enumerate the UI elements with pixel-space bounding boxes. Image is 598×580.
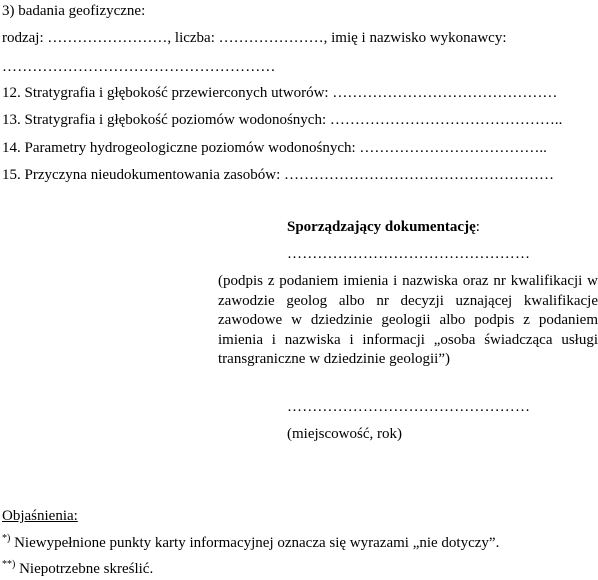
footnote-2-mark: **) [2, 559, 16, 570]
item-12-stratigraphy-drilled: 12. Stratygrafia i głębokość przewierconych utworów: ……………………………………… [2, 85, 558, 101]
footnote-1-mark: *) [2, 533, 11, 544]
footnote-1 [2, 534, 499, 552]
footnote-2 [2, 560, 153, 578]
item-13-stratigraphy-aquifers: 13. Stratygrafia i głębokość poziomów wodonośnych: ……………………………………….. [2, 112, 563, 128]
item-15-undocumented-resources-reason: 15. Przyczyna nieudokumentowania zasobów: ……………………………………………… [2, 167, 555, 183]
signature-heading [287, 218, 480, 236]
place-dots: ………………………………………… [287, 399, 531, 415]
signature-heading-colon: : [475, 219, 480, 235]
footnote-1-text: Niewypełnione punkty karty informacyjnej oznacza się wyrazami „nie dotyczy”. [10, 535, 500, 551]
footnote-2-text: Niepotrzebne skreślić. [15, 561, 154, 577]
signature-dots: ………………………………………… [287, 246, 531, 262]
section-title: 3) badania geofizyczne: [2, 3, 146, 19]
item-14-hydrogeological-parameters: 14. Parametry hydrogeologiczne poziomów wodonośnych: ……………………………….. [2, 140, 547, 156]
signature-heading-text: Sporządzający dokumentację [287, 219, 476, 235]
survey-fields-continuation: ……………………………………………… [2, 59, 276, 75]
place-label: (miejscowość, rok) [287, 426, 402, 442]
survey-fields-text: rodzaj: ……………………, liczba: …………………, imię i nazwisko wykonawcy: [2, 30, 507, 46]
signature-description: (podpis z podaniem imienia i nazwiska oraz nr kwalifikacji w zawodzie geolog albo nr decyzji uznającej kwalifikacje zawodowe w dziedzinie geologii albo podpis z podaniem imienia i nazwiska i informacji „osoba świadcząca usługi transgraniczne w dziedzinie geologii”) [218, 273, 598, 367]
explanations-title: Objaśnienia: [2, 508, 78, 524]
survey-fields-line [2, 29, 507, 47]
